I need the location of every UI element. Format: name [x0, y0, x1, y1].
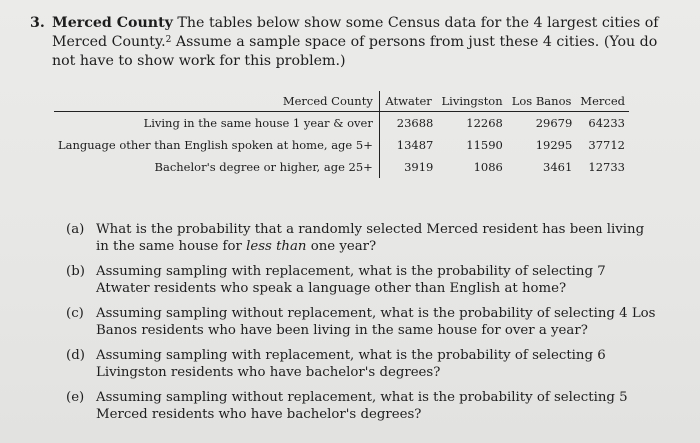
column-header: Livingston	[437, 91, 506, 112]
row-label: Language other than English spoken at home, age 5+	[54, 134, 379, 156]
question-a	[66, 221, 656, 255]
table-cell: 3919	[404, 160, 434, 174]
column-header: Merced	[576, 91, 629, 112]
table-corner-header: Merced County	[54, 91, 379, 112]
table-header-row	[54, 91, 629, 112]
table-row	[54, 156, 629, 178]
row-label: Living in the same house 1 year & over	[54, 112, 379, 135]
question-text: Assuming sampling without replacement, what is the probability of selecting 4 Los Banos residents who have been living in the same house for over a year?	[96, 306, 656, 338]
question-letter: (c)	[66, 306, 84, 321]
table-cell: 1086	[473, 160, 503, 174]
problem-text-1: The tables below show some Census data for the 4 largest cities of Merced County.	[52, 15, 659, 50]
question-text-end: one year?	[306, 239, 377, 254]
question-d	[66, 347, 656, 381]
question-emphasis: less than	[246, 239, 307, 254]
question-letter: (e)	[66, 390, 85, 405]
table-cell: 12268	[466, 116, 503, 130]
table-cell: 11590	[466, 138, 503, 152]
table-cell: 37712	[588, 138, 625, 152]
table-cell: 13487	[396, 138, 434, 152]
question-letter: (a)	[66, 222, 85, 237]
table-cell: 19295	[535, 138, 573, 152]
question-text: Assuming sampling without replacement, what is the probability of selecting 5 Merced residents who have bachelor's degrees?	[96, 390, 628, 422]
question-e	[66, 389, 656, 423]
question-list	[66, 221, 656, 431]
footnote-mark: 2	[165, 35, 172, 45]
problem-title: Merced County	[52, 15, 173, 31]
table-cell: 3461	[543, 160, 573, 174]
question-text: Assuming sampling with replacement, what is the probability of selecting 6 Livingston residents who have bachelor's degrees?	[96, 348, 606, 380]
table-row	[54, 134, 629, 156]
question-b	[66, 263, 656, 297]
column-header: Atwater	[379, 91, 437, 112]
question-text: Assuming sampling with replacement, what is the probability of selecting 7 Atwater residents who speak a language other than English at home?	[96, 264, 606, 296]
question-letter: (d)	[66, 348, 85, 363]
table-cell: 12733	[588, 160, 625, 174]
table-cell: 64233	[588, 116, 625, 130]
problem-intro	[52, 14, 674, 71]
table-row	[54, 112, 629, 135]
table-cell: 29679	[535, 116, 573, 130]
question-letter: (b)	[66, 264, 85, 279]
problem-statement	[30, 14, 674, 71]
column-header: Los Banos	[507, 91, 576, 112]
question-c	[66, 305, 656, 339]
problem-text-2: Assume a sample space of persons from just these 4 cities. (You do not have to show work for this problem.)	[52, 34, 658, 69]
problem-number: 3.	[30, 15, 45, 31]
row-label: Bachelor's degree or higher, age 25+	[54, 156, 379, 178]
census-table-container	[54, 91, 629, 178]
table-cell: 23688	[396, 116, 434, 130]
question-text: What is the probability that a randomly selected Merced resident has been living in the same house for	[96, 222, 645, 254]
census-table	[54, 91, 629, 178]
